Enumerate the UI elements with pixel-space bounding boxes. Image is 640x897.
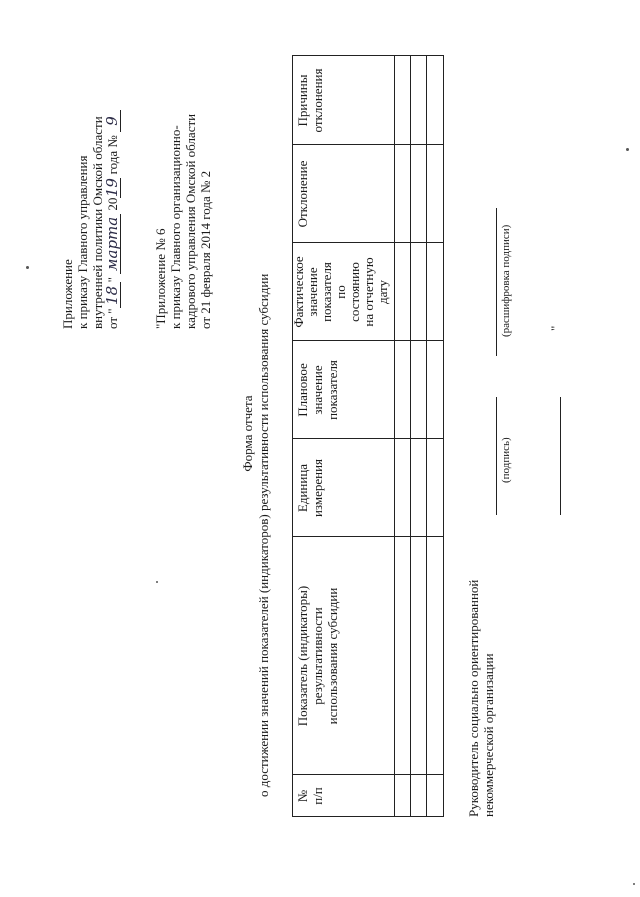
col-header-line: показателя	[325, 360, 340, 420]
scan-speck	[626, 148, 629, 151]
col-header-deviation	[295, 145, 310, 243]
scan-speck	[156, 581, 158, 583]
col-header-line: Фактическое	[291, 256, 306, 328]
col-header-line: значение	[305, 267, 320, 317]
date-close-quote: "	[105, 277, 120, 283]
col-header-line: №	[295, 789, 310, 803]
handwritten-number: 9	[105, 110, 121, 132]
form-title: Форма отчета	[240, 395, 255, 472]
col-header-line: Единица	[295, 463, 310, 513]
form-subtitle: о достижении значений показателей (индикаторов) результативности использования субсидии	[256, 273, 271, 797]
scan-speck	[633, 883, 635, 885]
appendix-line-4	[105, 110, 121, 329]
col-header-planned	[295, 341, 340, 439]
col-header-actual	[292, 243, 390, 341]
table-row-divider	[410, 55, 411, 817]
table-border-bottom	[443, 55, 444, 817]
appendix-line-2: к приказу Главного управления	[75, 155, 90, 329]
table-border-top	[292, 55, 293, 817]
prior-appendix-line-4: от 21 февраля 2014 года № 2	[198, 170, 213, 329]
col-header-reasons	[295, 56, 325, 145]
year-word: года №	[105, 135, 120, 175]
col-header-line: дату	[375, 279, 390, 305]
appendix-line-3: внутренней политики Омской области	[90, 116, 105, 329]
handwritten-year: 19	[103, 178, 121, 198]
signature-line	[496, 397, 497, 515]
col-header-line: п/п	[310, 787, 325, 805]
decoding-line	[496, 208, 497, 356]
col-header-line: по	[333, 285, 348, 299]
handwritten-month: марта	[105, 214, 121, 274]
col-header-line: Причины	[295, 74, 310, 127]
signer-line-1: Руководитель социально ориентированной	[466, 579, 481, 817]
col-header-line: Показатель (индикаторы)	[295, 585, 310, 727]
prior-appendix-line-2: к приказу Главного организационно-	[168, 125, 183, 329]
prior-appendix-line-3: кадрового управления Омской области	[183, 113, 198, 329]
col-header-line: использования субсидии	[325, 587, 340, 725]
prior-appendix-line-1: "Приложение № 6	[153, 228, 168, 329]
col-header-unit	[295, 439, 325, 537]
col-header-line: отклонения	[310, 68, 325, 133]
appendix-line-1: Приложение	[60, 259, 75, 329]
scan-speck	[26, 266, 29, 269]
col-header-line: результативности	[310, 607, 325, 705]
col-header-line: состоянию	[347, 262, 362, 322]
col-header-line: измерения	[310, 458, 325, 518]
col-header-indicator	[295, 537, 340, 775]
decoding-caption: (расшифровка подписи)	[500, 224, 512, 337]
col-header-line: Отклонение	[295, 160, 310, 228]
closing-quote: "	[548, 325, 563, 331]
year-prefix: 20	[105, 197, 120, 211]
signer-line-2: некоммерческой организации	[481, 653, 496, 817]
col-header-number	[295, 775, 325, 817]
table-header-divider	[394, 55, 395, 817]
date-open-quote: от "	[105, 308, 120, 329]
signature-caption: (подпись)	[500, 437, 512, 483]
table-row-divider	[426, 55, 427, 817]
report-table	[292, 55, 444, 817]
extra-line	[560, 397, 561, 515]
col-header-line: Плановое	[295, 363, 310, 417]
col-header-line: на отчетную	[361, 257, 376, 327]
col-header-line: показателя	[319, 262, 334, 322]
col-header-line: значение	[310, 365, 325, 415]
handwritten-day: 18	[105, 282, 121, 308]
